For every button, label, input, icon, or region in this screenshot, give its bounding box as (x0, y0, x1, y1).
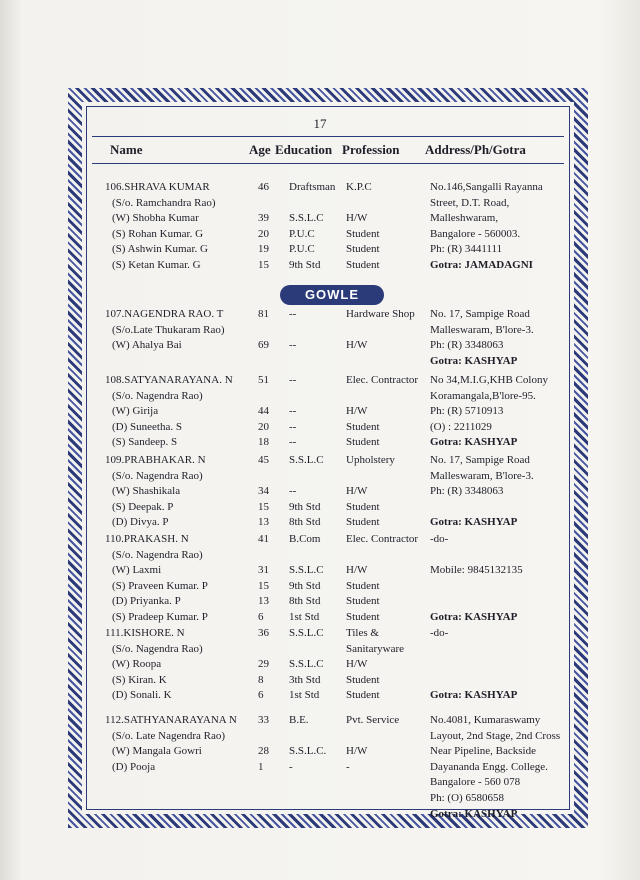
member-age: 1 (258, 760, 264, 773)
member-name: (D) Suneetha. S (112, 420, 182, 433)
member-name: (D) Priyanka. P (112, 595, 181, 608)
member-address: Gotra: KASHYAP (430, 611, 518, 623)
member-age: 8 (258, 673, 264, 686)
member-name: (W) Shashikala (112, 485, 181, 498)
member-name: (S/o. Late Nagendra Rao) (112, 729, 226, 742)
member-education: -- (289, 308, 297, 320)
member-profession: Tiles & (346, 627, 379, 639)
member-age: 13 (258, 516, 269, 529)
member-name: (D) Divya. P (112, 516, 169, 529)
member-name: 110.PRAKASH. N (105, 533, 189, 545)
member-profession: Student (346, 595, 380, 608)
member-profession: Student (346, 611, 380, 623)
member-profession: K.P.C (346, 181, 372, 193)
member-education: P.U.C (289, 227, 315, 240)
member-name: (S) Praveen Kumar. P (112, 579, 208, 592)
member-education: -- (289, 436, 297, 449)
member-education: 9th Std (289, 579, 321, 592)
member-name: (W) Laxmi (112, 564, 162, 577)
member-education: 9th Std (289, 500, 321, 513)
member-profession: H/W (346, 339, 368, 352)
member-education: -- (289, 405, 297, 418)
member-name: (S) Deepak. P (112, 500, 174, 513)
member-age: 33 (258, 714, 269, 726)
member-education: 1st Std (289, 689, 320, 702)
member-name: 106.SHRAVA KUMAR (105, 181, 210, 193)
member-name: (S/o.Late Thukaram Rao) (112, 323, 225, 336)
header-age: Age (249, 142, 271, 157)
member-name: (S/o. Nagendra Rao) (112, 469, 203, 482)
member-age: 36 (258, 627, 269, 639)
member-education: 9th Std (289, 259, 321, 271)
member-age: 81 (258, 308, 269, 320)
member-education: B.Com (289, 533, 321, 545)
member-education: 8th Std (289, 595, 321, 608)
member-address: Ph: (O) 6580658 (430, 792, 504, 804)
member-profession: H/W (346, 564, 368, 577)
member-profession: H/W (346, 745, 368, 758)
member-education: P.U.C (289, 243, 315, 256)
member-education: -- (289, 339, 297, 352)
member-name: (S/o. Ramchandra Rao) (112, 196, 216, 209)
member-age: 45 (258, 454, 269, 466)
member-profession: Student (346, 689, 380, 702)
member-address: Street, D.T. Road, (430, 196, 510, 209)
member-age: 46 (258, 181, 269, 193)
member-profession: H/W (346, 212, 368, 225)
member-profession: Student (346, 436, 380, 449)
member-education: S.S.L.C (289, 627, 324, 639)
member-address: No. 17, Sampige Road (430, 454, 530, 466)
member-address: No.4081, Kumaraswamy (430, 714, 541, 726)
member-address: Gotra: KASHYAP (430, 436, 518, 449)
member-age: 28 (258, 745, 269, 758)
member-address: Mobile: 9845132135 (430, 564, 523, 577)
member-address: Bangalore - 560003. (430, 227, 521, 240)
member-profession: - (346, 760, 350, 773)
member-education: 3th Std (289, 673, 321, 686)
member-profession: H/W (346, 658, 368, 671)
member-name: (W) Shobha Kumar (112, 212, 199, 225)
member-address: Gotra: KASHYAP (430, 354, 518, 367)
member-address: Malleswaram, B'lore-3. (430, 323, 534, 336)
member-age: 18 (258, 436, 269, 449)
member-age: 51 (258, 374, 269, 386)
member-age: 15 (258, 500, 269, 513)
member-address: No. 17, Sampige Road (430, 308, 530, 320)
member-name: (S/o. Nagendra Rao) (112, 548, 203, 561)
member-address: Ph: (R) 3348063 (430, 485, 504, 498)
member-name: (D) Pooja (112, 760, 156, 773)
member-address: -do- (430, 627, 449, 639)
member-name: 111.KISHORE. N (105, 627, 185, 639)
member-age: 34 (258, 485, 269, 498)
member-name: (W) Roopa (112, 658, 162, 671)
member-address: Ph: (R) 5710913 (430, 405, 504, 418)
member-education: B.E. (289, 714, 309, 726)
member-age: 15 (258, 259, 269, 271)
column-header-row (92, 136, 564, 164)
member-education: 8th Std (289, 516, 321, 529)
member-name: (S) Ketan Kumar. G (112, 259, 201, 271)
member-address: -do- (430, 533, 449, 545)
member-address: Gotra: KASHYAP (430, 516, 518, 529)
member-name: 109.PRABHAKAR. N (105, 454, 206, 466)
member-name: (W) Ahalya Bai (112, 339, 182, 352)
member-name: (D) Sonali. K (112, 689, 172, 702)
member-education: S.S.L.C (289, 454, 324, 466)
member-name: (S) Sandeep. S (112, 436, 178, 449)
member-age: 44 (258, 405, 269, 418)
member-address: No.146,Sangalli Rayanna (430, 181, 543, 193)
member-address: Gotra: KASHYAP (430, 807, 518, 820)
member-profession: Pvt. Service (346, 714, 400, 726)
member-name: (S/o. Nagendra Rao) (112, 389, 203, 402)
member-name: (W) Mangala Gowri (112, 745, 202, 758)
member-name: 108.SATYANARAYANA. N (105, 374, 233, 386)
member-address: Malleshwaram, (430, 212, 499, 225)
member-age: 20 (258, 420, 269, 433)
member-name: 107.NAGENDRA RAO. T (105, 308, 224, 320)
member-age: 31 (258, 564, 269, 577)
member-age: 19 (258, 243, 269, 256)
member-address: Malleswaram, B'lore-3. (430, 469, 534, 482)
member-profession: Student (346, 227, 380, 240)
member-address: Near Pipeline, Backside (430, 745, 536, 758)
member-age: 29 (258, 658, 269, 671)
member-name: (S) Ashwin Kumar. G (112, 243, 208, 256)
member-education: 1st Std (289, 611, 320, 623)
member-profession: H/W (346, 485, 368, 498)
member-age: 41 (258, 533, 269, 545)
member-name: (W) Girija (112, 405, 159, 418)
member-age: 20 (258, 227, 269, 240)
member-address: Gotra: KASHYAP (430, 689, 518, 702)
member-education: - (289, 760, 293, 773)
member-profession: Elec. Contractor (346, 533, 419, 545)
member-education: S.S.L.C (289, 564, 324, 577)
member-education: -- (289, 420, 297, 433)
member-age: 6 (258, 689, 264, 702)
member-profession: H/W (346, 405, 368, 418)
page-number: 17 (313, 116, 327, 131)
member-profession: Student (346, 500, 380, 513)
member-address: Gotra: JAMADAGNI (430, 259, 533, 271)
member-profession: Hardware Shop (346, 308, 415, 320)
header-name: Name (110, 142, 143, 157)
member-profession: Upholstery (346, 454, 395, 466)
member-age: 69 (258, 339, 269, 352)
member-profession: Sanitaryware (346, 642, 405, 655)
member-age: 6 (258, 611, 264, 623)
member-profession: Student (346, 516, 380, 529)
member-education: -- (289, 485, 297, 498)
member-age: 15 (258, 579, 269, 592)
member-age: 13 (258, 595, 269, 608)
member-address: No 34,M.I.G,KHB Colony (430, 374, 548, 386)
member-name: (S) Pradeep Kumar. P (112, 611, 208, 623)
member-profession: Student (346, 673, 380, 686)
member-education: Draftsman (289, 181, 336, 193)
member-profession: Student (346, 420, 380, 433)
member-profession: Elec. Contractor (346, 374, 419, 386)
member-education: S.S.L.C (289, 212, 324, 225)
header-profession: Profession (342, 142, 400, 157)
member-address: (O) : 2211029 (430, 420, 492, 433)
member-address: Ph: (R) 3441111 (430, 243, 503, 256)
member-profession: Student (346, 259, 380, 271)
header-education: Education (275, 142, 333, 157)
member-name: 112.SATHYANARAYANA N (105, 714, 237, 726)
member-address: Bangalore - 560 078 (430, 776, 521, 789)
member-address: Ph: (R) 3348063 (430, 339, 504, 352)
member-address: Layout, 2nd Stage, 2nd Cross (430, 729, 561, 742)
header-address: Address/Ph/Gotra (425, 142, 526, 157)
section-badge: GOWLE (280, 285, 384, 305)
member-name: (S) Rohan Kumar. G (112, 227, 204, 240)
member-age: 39 (258, 212, 269, 225)
member-address: Dayananda Engg. College. (430, 760, 548, 773)
member-name: (S) Kiran. K (112, 673, 167, 686)
member-education: -- (289, 374, 297, 386)
member-education: S.S.L.C (289, 658, 324, 671)
member-name: (S/o. Nagendra Rao) (112, 642, 203, 655)
member-address: Koramangala,B'lore-95. (430, 389, 536, 402)
member-profession: Student (346, 243, 380, 256)
member-profession: Student (346, 579, 380, 592)
member-education: S.S.L.C. (289, 745, 327, 758)
